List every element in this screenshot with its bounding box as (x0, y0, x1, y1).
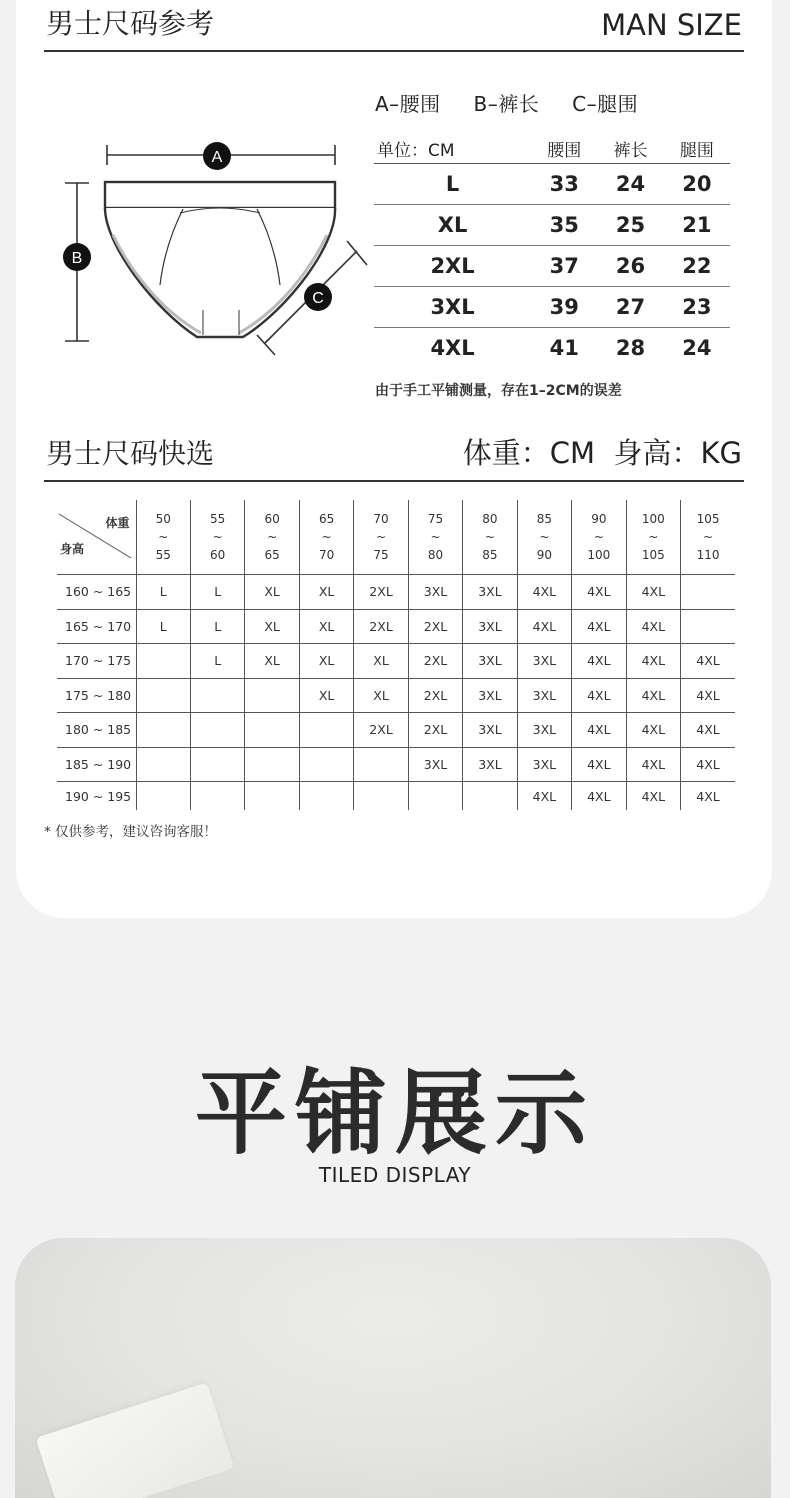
weight-range-part: 105 (696, 512, 720, 526)
weight-range-part: 110 (696, 548, 720, 562)
recommended-size-cell (136, 678, 190, 713)
recommended-size-cell (245, 747, 299, 782)
recommended-size-cell: 2XL (354, 575, 408, 610)
recommended-size-cell (299, 713, 353, 748)
weight-range-part: 90 (536, 548, 553, 562)
recommended-size-cell: XL (299, 609, 353, 644)
recommended-size-cell: 4XL (572, 782, 626, 811)
recommended-size-cell: 3XL (517, 713, 571, 748)
unit-header: 单位：CM (374, 134, 531, 164)
recommended-size-cell: 4XL (626, 575, 680, 610)
weight-range-part: ~ (267, 530, 278, 544)
weight-range-header (299, 500, 353, 575)
recommended-size-cell: 3XL (408, 747, 462, 782)
product-photo (15, 1238, 771, 1498)
weight-range-part: ~ (376, 530, 387, 544)
recommended-size-cell: 4XL (572, 713, 626, 748)
weight-header-row (57, 500, 735, 575)
length-cell: 24 (597, 164, 663, 205)
quick-pick-units: 体重：CM 身高：KG (462, 436, 742, 470)
recommended-size-cell: 4XL (626, 782, 680, 811)
recommended-size-cell: 2XL (408, 609, 462, 644)
recommended-size-cell: 4XL (681, 678, 735, 713)
recommended-size-cell: 4XL (572, 678, 626, 713)
height-range-cell: 190 ~ 195 (65, 788, 132, 804)
weight-range-part: 100 (587, 548, 611, 562)
legend-a: A–腰围 (375, 92, 441, 116)
leg-header: 腿围 (664, 134, 730, 164)
weight-range-part: 85 (482, 548, 498, 562)
reference-note: * 仅供参考，建议咨询客服！ (44, 824, 218, 840)
recommended-size-cell (681, 575, 735, 610)
recommended-size-cell (190, 678, 244, 713)
weight-range-part: 55 (155, 548, 171, 562)
recommended-size-cell (136, 644, 190, 679)
waist-cell: 37 (531, 246, 597, 287)
height-range-cell: 170 ~ 175 (57, 644, 136, 679)
table-row (57, 678, 735, 713)
waist-cell: 33 (531, 164, 597, 205)
recommended-size-cell: 3XL (463, 713, 517, 748)
recommended-size-cell: 2XL (354, 609, 408, 644)
recommended-size-cell: XL (299, 678, 353, 713)
weight-range-header (354, 500, 408, 575)
weight-range-header (517, 500, 571, 575)
quick-pick-header (44, 430, 744, 482)
leg-cell: 20 (664, 164, 730, 205)
weight-range-part: ~ (702, 530, 714, 544)
table-row (374, 328, 730, 369)
recommended-size-cell (354, 782, 408, 811)
weight-range-part: ~ (593, 530, 604, 544)
leg-cell: 23 (664, 287, 730, 328)
table-row (374, 205, 730, 246)
recommended-size-cell: 3XL (463, 609, 517, 644)
weight-range-part: 100 (641, 512, 665, 526)
size-cell: XL (374, 205, 531, 246)
svg-text:A: A (211, 149, 223, 166)
svg-text:B: B (71, 250, 83, 267)
size-cell: 3XL (374, 287, 531, 328)
recommended-size-cell: XL (299, 644, 353, 679)
recommended-size-cell (354, 747, 408, 782)
briefs-measurement-diagram (55, 135, 375, 365)
recommended-size-cell: 3XL (463, 747, 517, 782)
weight-range-part: ~ (484, 530, 495, 544)
legend-c: C–腿围 (572, 92, 639, 116)
table-row (57, 782, 735, 811)
label-a-marker (203, 142, 231, 170)
recommended-size-cell: XL (245, 609, 299, 644)
recommended-size-cell: 3XL (408, 575, 462, 610)
recommended-size-cell: 4XL (681, 747, 735, 782)
height-range-cell: 180 ~ 185 (57, 713, 136, 748)
weight-range-part: ~ (212, 530, 223, 544)
recommended-size-cell: 2XL (408, 713, 462, 748)
height-range-cell: 175 ~ 180 (57, 678, 136, 713)
recommended-size-cell: 4XL (572, 609, 626, 644)
weight-range-part: 70 (318, 548, 335, 562)
weight-range-part: ~ (430, 530, 441, 544)
weight-range-part: ~ (539, 530, 550, 544)
table-row (57, 644, 735, 679)
recommended-size-cell (245, 782, 299, 811)
weight-range-part: 105 (641, 548, 665, 562)
recommended-size-cell (136, 713, 190, 748)
weight-range-header (572, 500, 626, 575)
length-cell: 27 (597, 287, 663, 328)
length-header: 裤长 (597, 134, 663, 164)
length-cell: 26 (597, 246, 663, 287)
weight-range-part: 80 (427, 548, 444, 562)
weight-range-part: 50 (155, 512, 171, 526)
recommended-size-cell: L (190, 575, 244, 610)
recommended-size-cell: 4XL (681, 713, 735, 748)
waist-cell: 35 (531, 205, 597, 246)
recommended-size-cell (245, 713, 299, 748)
recommended-size-cell: 4XL (681, 782, 735, 811)
weight-range-header (408, 500, 462, 575)
recommended-size-cell (408, 782, 462, 811)
height-label: 身高 (60, 542, 85, 556)
corner-cell (57, 500, 136, 575)
table-row (57, 747, 735, 782)
recommended-size-cell (299, 782, 353, 811)
size-cell: L (374, 164, 531, 205)
label-b-marker (63, 243, 91, 271)
recommended-size-cell: 3XL (463, 644, 517, 679)
weight-range-part: 75 (373, 548, 389, 562)
recommended-size-cell: 2XL (354, 713, 408, 748)
recommended-size-cell: 4XL (626, 644, 680, 679)
height-range-cell: 185 ~ 190 (57, 747, 136, 782)
leg-cell: 21 (664, 205, 730, 246)
size-table-header (374, 134, 730, 164)
recommended-size-cell: 4XL (517, 609, 571, 644)
length-cell: 28 (615, 336, 646, 360)
weight-range-header (190, 500, 244, 575)
size-cell: 2XL (374, 246, 531, 287)
weight-range-part: 90 (591, 512, 607, 526)
recommended-size-cell: XL (354, 678, 408, 713)
height-range-cell: 165 ~ 170 (57, 609, 136, 644)
recommended-size-cell: 4XL (681, 644, 735, 679)
weight-range-part: 85 (536, 512, 553, 526)
label-c-marker (304, 283, 332, 311)
weight-range-part: ~ (321, 530, 332, 544)
recommended-size-cell: L (136, 575, 190, 610)
weight-range-part: 65 (318, 512, 335, 526)
waist-cell: 41 (549, 336, 579, 360)
recommended-size-cell: 3XL (463, 575, 517, 610)
recommended-size-cell: 4XL (517, 575, 571, 610)
measurement-error-note: 由于手工平铺测量，存在1–2CM的误差 (375, 383, 622, 399)
recommended-size-cell (681, 609, 735, 644)
recommended-size-cell: 4XL (517, 782, 571, 811)
man-size-title: MAN SIZE (601, 8, 742, 42)
weight-range-part: 55 (210, 512, 226, 526)
weight-range-header (681, 500, 735, 575)
quick-pick-title: 男士尺码快选 (46, 437, 215, 470)
weight-label: 体重 (105, 516, 130, 530)
recommended-size-cell (190, 747, 244, 782)
waist-header: 腰围 (531, 134, 597, 164)
recommended-size-cell: 4XL (572, 644, 626, 679)
height-range-cell: 160 ~ 165 (57, 575, 136, 610)
weight-range-part: 60 (210, 548, 226, 562)
recommended-size-cell: L (190, 644, 244, 679)
recommended-size-cell (190, 713, 244, 748)
recommended-size-cell: 3XL (517, 644, 571, 679)
recommended-size-cell (299, 747, 353, 782)
folded-garment (35, 1382, 234, 1498)
recommended-size-cell (136, 747, 190, 782)
recommended-size-cell (245, 678, 299, 713)
recommended-size-cell: XL (245, 575, 299, 610)
tiled-display-title: 平铺展示 (194, 1060, 595, 1167)
recommended-size-cell: XL (299, 575, 353, 610)
recommended-size-cell (136, 782, 190, 811)
size-reference-title: 男士尺码参考 (46, 7, 215, 40)
weight-range-part: ~ (158, 530, 169, 544)
length-cell: 25 (597, 205, 663, 246)
weight-range-part: 80 (482, 512, 498, 526)
size-table (374, 134, 730, 368)
table-row (374, 246, 730, 287)
weight-range-part: 70 (373, 512, 389, 526)
weight-range-part: ~ (648, 530, 659, 544)
svg-text:C: C (312, 290, 324, 307)
table-row (57, 609, 735, 644)
weight-range-part: 60 (264, 512, 280, 526)
weight-range-header (626, 500, 680, 575)
table-row (374, 287, 730, 328)
diagonal-divider (57, 500, 136, 574)
weight-range-header (136, 500, 190, 575)
table-row (57, 713, 735, 748)
size-cell: 4XL (430, 336, 475, 360)
recommended-size-cell: 3XL (517, 747, 571, 782)
recommended-size-cell: XL (354, 644, 408, 679)
tiled-display-subtitle: TILED DISPLAY (318, 1163, 472, 1187)
recommended-size-cell: XL (245, 644, 299, 679)
recommended-size-cell: 4XL (572, 747, 626, 782)
recommended-size-cell: 3XL (517, 678, 571, 713)
weight-range-part: 65 (264, 548, 280, 562)
recommended-size-cell: L (136, 609, 190, 644)
leg-cell: 24 (682, 336, 712, 360)
recommended-size-cell: 4XL (572, 575, 626, 610)
legend-b: B–裤长 (473, 92, 540, 116)
recommended-size-cell: 4XL (626, 678, 680, 713)
recommended-size-cell: 3XL (463, 678, 517, 713)
weight-range-header (463, 500, 517, 575)
weight-range-part: 75 (427, 512, 444, 526)
recommended-size-cell: 4XL (626, 747, 680, 782)
recommended-size-cell (463, 782, 517, 811)
recommended-size-cell: 2XL (408, 644, 462, 679)
waist-cell: 39 (531, 287, 597, 328)
table-row (374, 164, 730, 205)
recommended-size-cell: 2XL (408, 678, 462, 713)
size-reference-header (44, 0, 744, 52)
weight-range-header (245, 500, 299, 575)
size-quick-pick-table (57, 500, 735, 810)
table-row (57, 575, 735, 610)
recommended-size-cell (190, 782, 244, 811)
measurement-legend (375, 88, 638, 117)
recommended-size-cell: 4XL (626, 609, 680, 644)
recommended-size-cell: L (190, 609, 244, 644)
leg-cell: 22 (664, 246, 730, 287)
recommended-size-cell: 4XL (626, 713, 680, 748)
